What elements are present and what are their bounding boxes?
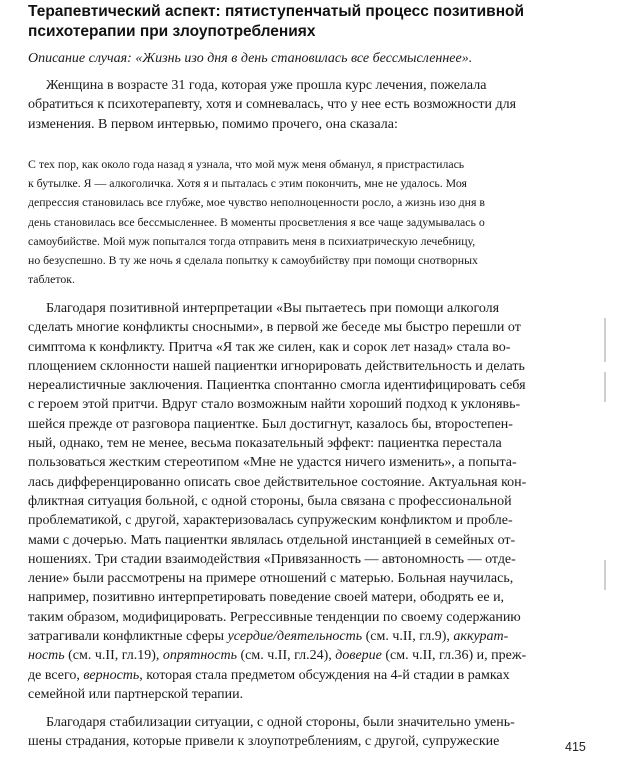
text-span: (см. ч.II, гл.9), — [362, 629, 454, 645]
text-span: затрагивали конфликтные сферы — [28, 629, 228, 645]
text-line: семейной или партнерской терапии. — [28, 686, 244, 702]
text-line: пользоваться жестким стереотипом «Мне не удастся ничего изменить», а попыта- — [28, 455, 517, 471]
text-line: шены страдания, которые привели к злоупотреблениям, с другой, супружеские — [28, 734, 500, 750]
text-line — [28, 646, 598, 665]
text-line: фликтная ситуация больной, с одной стороны, была связана с профессиональной — [28, 493, 512, 509]
italic-term: доверие — [335, 648, 382, 664]
text-line: ношениях. Три стадии взаимодействия «Привязанность — автономность — отде- — [28, 551, 516, 567]
heading-line-1: Терапевтический аспект: пятиступенчатый процесс позитивной — [28, 3, 525, 20]
text-line: лась дифференцированно описать свое действительное состояние. Актуальная кон- — [28, 474, 527, 490]
heading-line-2: психотерапии при злоупотреблениях — [28, 23, 316, 40]
text-line: изменения. В первом интервью, помимо прочего, она сказала: — [28, 116, 398, 132]
case-label: Описание случая: — [28, 51, 132, 66]
quote-line: день становилась все бессмысленнее. В моменты просветления я все чаще задумывалась о — [28, 214, 485, 229]
text-line — [28, 666, 598, 685]
text-line: Благодаря стабилизации ситуации, с одной стороны, были значительно умень- — [46, 715, 515, 730]
text-line: Женщина в возрасте 31 года, которая уже прошла курс лечения, пожелала — [46, 78, 487, 93]
scan-edge-mark — [604, 318, 606, 362]
quote-line: С тех пор, как около года назад я узнала, что мой муж меня обманул, я пристрастилась — [28, 157, 465, 171]
text-line: таким образом, модифицировать. Регрессивные тенденции по своему содержанию — [28, 609, 521, 625]
italic-term: усердие/деятельность — [227, 629, 363, 645]
text-span: (см. ч.II, гл.19), — [64, 648, 163, 664]
closing-paragraph — [28, 713, 598, 752]
scan-edge-mark — [604, 560, 606, 590]
scan-edge-mark — [604, 372, 606, 402]
text-line: например, позитивно интерпретировать поведение своей матери, ободрять ее и, — [28, 590, 505, 606]
text-line: симптома к конфликту. Притча «Я так же силен, как и сорок лет назад» стала во- — [28, 339, 511, 355]
patient-quote — [28, 155, 598, 289]
quote-line: но безуспешно. В ту же ночь я сделала попытку к самоубийству при помощи снотворных — [28, 253, 478, 268]
text-line: площением склонности нашей пациентки игнорировать действительность и делать — [28, 358, 525, 374]
text-span: де всего, — [28, 667, 84, 683]
text-line: мами с дочерью. Мать пациентки являлась отдельной инстанцией в семейных от- — [28, 532, 516, 548]
quote-line: депрессия становилась все глубже, мое чувство неполноценности росло, а жизнь изо дня в — [28, 195, 485, 210]
italic-term: ность — [28, 648, 65, 664]
intro-paragraph — [28, 76, 598, 134]
main-paragraph — [28, 299, 598, 704]
text-line: шейся прежде от разговора пациентке. Был достигнут, казалось бы, второстепен- — [28, 416, 513, 432]
text-line — [28, 627, 598, 646]
text-line: с героем этой притчи. Вдруг стало возможным найти хороший подход к уклонявь- — [28, 397, 521, 413]
italic-term: верность — [83, 667, 140, 683]
quote-line: самоубийстве. Мой муж попытался тогда отправить меня в психиатрическую лечебницу, — [28, 233, 476, 248]
text-line: нереалистичные заключения. Пациентка спонтанно смогла идентифицировать себя — [28, 378, 526, 394]
text-line: проблематикой, с другой, характеризовалась супружеским конфликтом и пробле- — [28, 513, 513, 529]
quote-line: таблеток. — [28, 272, 75, 287]
text-line: ный, однако, тем не менее, весьма показательный эффект: пациентка перестала — [28, 436, 502, 452]
case-quote: «Жизнь изо дня в день становилась все бессмысленнее». — [135, 51, 473, 66]
text-line: ление» были рассмотрены на примере отношений с матерью. Больная научилась, — [28, 571, 514, 587]
text-line: обратиться к психотерапевту, хотя и сомневалась, что у нее есть возможности для — [28, 97, 517, 113]
italic-term: опрятность — [162, 648, 237, 664]
quote-line: к бутылке. Я — алкоголичка. Хотя я и пыталась с этим покончить, мне не удалось. Моя — [28, 176, 467, 191]
text-span: (см. ч.II, гл.24), — [237, 648, 336, 664]
italic-term: аккурат- — [453, 629, 509, 645]
section-heading — [28, 2, 588, 42]
case-description — [28, 50, 598, 68]
text-line: Благодаря позитивной интерпретации «Вы пытаетесь при помощи алкоголя — [46, 301, 500, 316]
text-span: , которая стала предметом обсуждения на 4-й стадии в рамках — [139, 667, 510, 683]
page-number: 415 — [565, 740, 586, 754]
text-span: (см. ч.II, гл.36) и, преж- — [381, 648, 527, 664]
text-line: сделать многие конфликты сносными», в первой же беседе мы быстро перешли от — [28, 320, 521, 336]
